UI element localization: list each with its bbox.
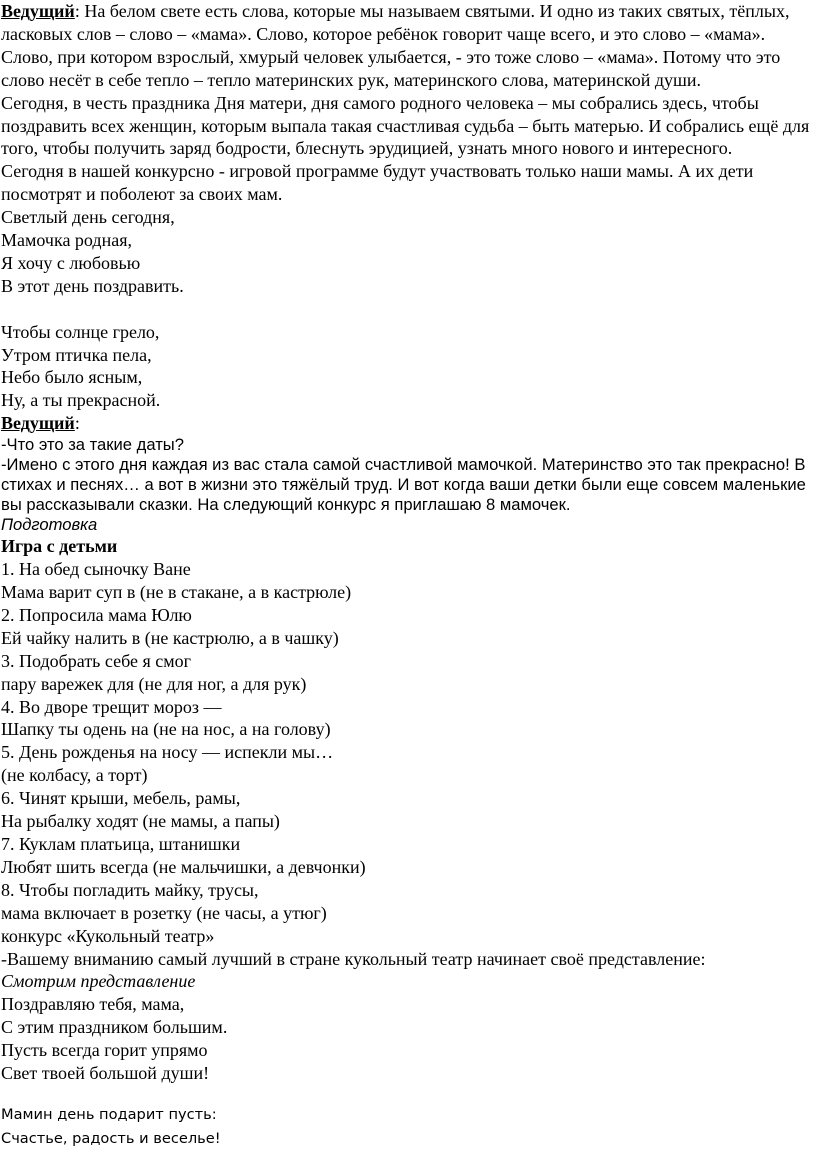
poem1-line: Я хочу с любовью — [1, 252, 141, 273]
game-line: 7. Куклам платьица, штанишки — [1, 833, 241, 854]
poem4-line: Мамин день подарит пусть: — [1, 1105, 217, 1123]
preparation-note: Подготовка — [1, 515, 98, 535]
game-line: 6. Чинят крыши, мебель, рамы, — [1, 788, 241, 809]
game-line: пару варежек для (не для ног, а для рук) — [1, 673, 307, 694]
speaker2-question: -Что это за такие даты? — [1, 435, 184, 455]
game-line: На рыбалку ходят (не мамы, а папы) — [1, 811, 280, 832]
game-line: Мама варит суп в (не в стакане, а в кастрюле) — [1, 582, 352, 603]
poem3-line: Пусть всегда горит упрямо — [1, 1040, 208, 1061]
game-line: мама включает в розетку (не часы, а утюг) — [1, 902, 327, 923]
poem3-line: С этим праздником большим. — [1, 1017, 228, 1038]
speaker2-heading — [1, 412, 813, 435]
poem2-line: Чтобы солнце грело, — [1, 321, 160, 342]
poem2-line: Ну, а ты прекрасной. — [1, 390, 161, 411]
poem2-line: Небо было ясным, — [1, 367, 143, 388]
poem4-line: Счастье, радость и веселье! — [1, 1129, 221, 1147]
puppet-contest-title: конкурс «Кукольный театр» — [1, 925, 215, 946]
poem1-line: В этот день поздравить. — [1, 275, 184, 296]
intro-paragraph-3: Сегодня в нашей конкурсно - игровой программе будут участвовать только наши мамы. А их дети посмотрят и поболеют за своих мам. — [1, 161, 754, 205]
game-line: Шапку ты одень на (не на нос, а на голову) — [1, 719, 331, 740]
blank-line — [1, 1085, 813, 1103]
game-line: 3. Подобрать себе я смог — [1, 650, 192, 671]
intro-paragraph-1 — [1, 0, 813, 92]
poem1-line: Светлый день сегодня, — [1, 207, 175, 228]
speaker2-section — [1, 435, 813, 535]
puppet-contest-intro: -Вашему вниманию самый лучший в стране кукольный театр начинает своё представление: — [1, 948, 706, 969]
game-line: 5. День рожденья на носу — испекли мы… — [1, 742, 334, 763]
speaker-label: Ведущий — [1, 1, 75, 21]
game-line: Любят шить всегда (не мальчишки, а девчонки) — [1, 856, 366, 877]
game-line: 1. На обед сыночку Ване — [1, 559, 191, 580]
game-line: 2. Попросила мама Юлю — [1, 604, 192, 625]
watch-performance-note: Смотрим представление — [1, 971, 196, 992]
speaker-colon: : — [74, 413, 80, 434]
game-line: Ей чайку налить в (не кастрюлю, а в чашку) — [1, 627, 339, 648]
game-title: Игра с детьми — [1, 536, 118, 557]
intro-section — [1, 0, 813, 435]
poem1-line: Мамочка родная, — [1, 230, 132, 251]
intro-paragraph-1-text: : На белом свете есть слова, которые мы называем святыми. И одно из таких святых, тёплых, ласковых слов – слово – «мама». Слово, которое ребёнок говорит чаще всего, и это слово – «мама». Слово, при котором взрослый, хмурый человек улыбается, - это тоже слово – «мама». Потому что это слово несёт в себе тепло – тепло материнских рук, материнского слова, материнской души. — [1, 1, 790, 90]
intro-paragraph-2: Сегодня, в честь праздника Дня матери, дня самого родного человека – мы собрались здесь, чтобы поздравить всех женщин, которым выпала такая счастливая судьба – быть матерью. И собрались ещё для того, чтобы получить заряд бодрости, блеснуть эрудицией, узнать много нового и интересного. — [1, 92, 810, 159]
game-line: 8. Чтобы погладить майку, трусы, — [1, 879, 259, 900]
blank-line — [1, 298, 813, 321]
poem2-line: Утром птичка пела, — [1, 344, 152, 365]
game-line: (не колбасу, а торт) — [1, 765, 148, 786]
speaker2-answer: -Имено с этого дня каждая из вас стала самой счастливой мамочкой. Материнство это так прекрасно! В стихах и песнях… а вот в жизни это тяжёлый труд. И вот когда ваши детки были еще совсем маленькие вы рассказывали сказки. На следующий конкурс я приглашаю 8 мамочек. — [1, 455, 806, 515]
closing-section — [1, 1103, 813, 1151]
poem3-line: Поздравляю тебя, мама, — [1, 994, 185, 1015]
speaker-label: Ведущий — [1, 413, 75, 434]
game-line: 4. Во дворе трещит мороз — — [1, 696, 222, 717]
poem3-line: Свет твоей большой души! — [1, 1063, 210, 1084]
game-section — [1, 535, 813, 1085]
